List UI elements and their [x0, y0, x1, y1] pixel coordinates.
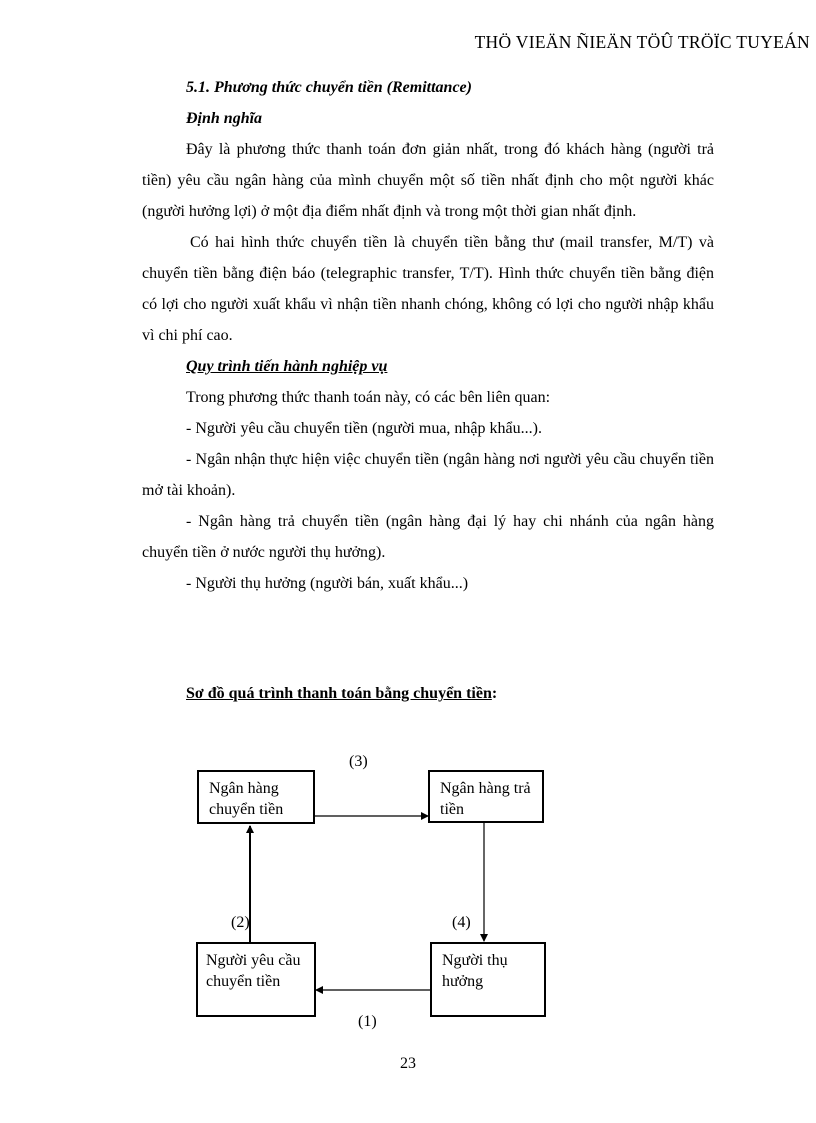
process-heading: Quy trình tiến hành nghiệp vụ [186, 358, 388, 375]
definition-heading: Định nghĩa [186, 110, 263, 127]
library-header: THÖ VIEÄN ÑIEÄN TÖÛ TRÖÏC TUYEÁN [474, 32, 810, 52]
box-remitter: Người yêu cầu chuyển tiền [196, 942, 316, 1017]
party-item: - Ngân nhận thực hiện việc chuyển tiền (ngân hàng nơi người yêu cầu chuyển tiền mở tài khoản). [142, 451, 714, 499]
definition-paragraph: Đây là phương thức thanh toán đơn giản nhất, trong đó khách hàng (người trả tiền) yêu cầu ngân hàng của mình chuyển một số tiền nhất định cho một người khác (người hưởng lợi) ở một địa điểm nhất định và trong một thời gian nhất định. [142, 141, 714, 220]
party-item: - Ngân hàng trả chuyển tiền (ngân hàng đại lý hay chi nhánh của ngân hàng chuyển tiền ở nước người thụ hưởng). [142, 513, 714, 561]
box-remitting-bank: Ngân hàng chuyển tiền [197, 770, 315, 824]
box-paying-bank: Ngân hàng trả tiền [428, 770, 544, 823]
party-item: - Người yêu cầu chuyển tiền (người mua, nhập khẩu...). [186, 420, 542, 437]
page-number: 23 [400, 1055, 416, 1072]
step-1-label: (1) [358, 1013, 377, 1030]
party-item: - Người thụ hưởng (người bán, xuất khẩu...) [186, 575, 469, 592]
box-beneficiary: Người thụ hưởng [430, 942, 546, 1017]
transfer-forms-paragraph: Có hai hình thức chuyển tiền là chuyển tiền bằng thư (mail transfer, M/T) và chuyển tiền bằng điện báo (telegraphic transfer, T/T). Hình thức chuyển tiền bằng điện có lợi cho người xuất khẩu vì nhận tiền nhanh chóng, không có lợi cho người nhập khẩu vì chi phí cao. [142, 234, 714, 344]
diagram-title-text: Sơ đồ quá trình thanh toán bằng chuyển tiền [186, 685, 492, 702]
step-3-label: (3) [349, 753, 368, 770]
step-4-label: (4) [452, 914, 471, 931]
diagram-title-colon: : [491, 685, 498, 702]
section-title: 5.1. Phương thức chuyển tiền (Remittance) [186, 79, 472, 96]
step-2-label: (2) [231, 914, 250, 931]
parties-intro: Trong phương thức thanh toán này, có các bên liên quan: [186, 389, 551, 406]
